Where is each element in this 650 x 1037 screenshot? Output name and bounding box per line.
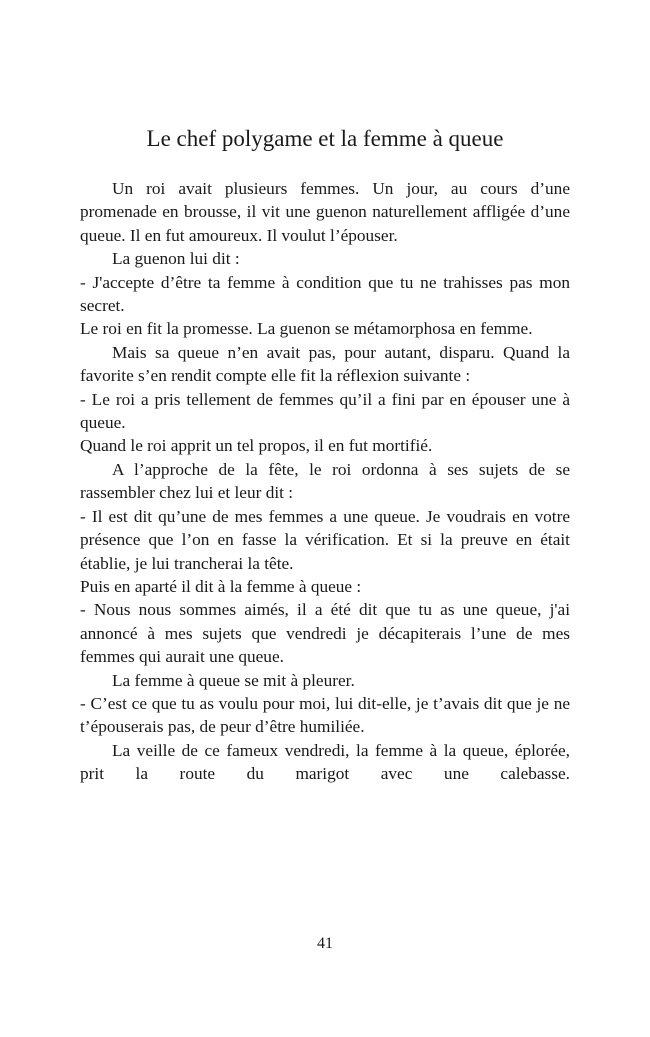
dialogue-line: - Nous nous sommes aimés, il a été dit que tu as une queue, j'ai annoncé à mes sujets que vendredi je décapiterais l’une de mes femmes qui aurait une queue. [80, 600, 570, 667]
paragraph: Un roi avait plusieurs femmes. Un jour, au cours d’une promenade en brousse, il vit une guenon naturellement affligée d’une queue. Il en fut amoureux. Il voulut l’épouser. [80, 179, 570, 245]
paragraph: La guenon lui dit : [112, 249, 240, 269]
dialogue-line: - J'accepte d’être ta femme à condition que tu ne trahisses pas mon secret. [80, 272, 570, 316]
dialogue-line: - C’est ce que tu as voulu pour moi, lui dit-elle, je t’avais dit que je ne t’épouserais pas, de peur d’être humiliée. [80, 693, 570, 737]
paragraph: La veille de ce fameux vendredi, la femme à la queue, éplorée, prit la route du marigot avec une calebasse. [80, 740, 570, 784]
paragraph: Le roi en fit la promesse. La guenon se métamorphosa en femme. [80, 319, 533, 339]
dialogue-line: - Le roi a pris tellement de femmes qu’il a fini par en épouser une à queue. [80, 389, 570, 433]
paragraph: A l’approche de la fête, le roi ordonna à ses sujets de se rassembler chez lui et leur dit : [80, 459, 570, 503]
page-number: 41 [317, 935, 333, 952]
paragraph: Mais sa queue n’en avait pas, pour autant, disparu. Quand la favorite s’en rendit compte elle fit la réflexion suivante : [80, 342, 570, 386]
paragraph: La femme à queue se mit à pleurer. [112, 670, 355, 690]
story-title: Le chef polygame et la femme à queue [146, 126, 504, 151]
paragraph: Quand le roi apprit un tel propos, il en fut mortifié. [80, 436, 433, 456]
story-body [80, 177, 570, 786]
dialogue-line: - Il est dit qu’une de mes femmes a une queue. Je voudrais en votre présence que l’on en fasse la vérification. Et si la preuve en était établie, je lui trancherai la tête. [80, 506, 570, 573]
paragraph: Puis en aparté il dit à la femme à queue : [80, 576, 362, 596]
